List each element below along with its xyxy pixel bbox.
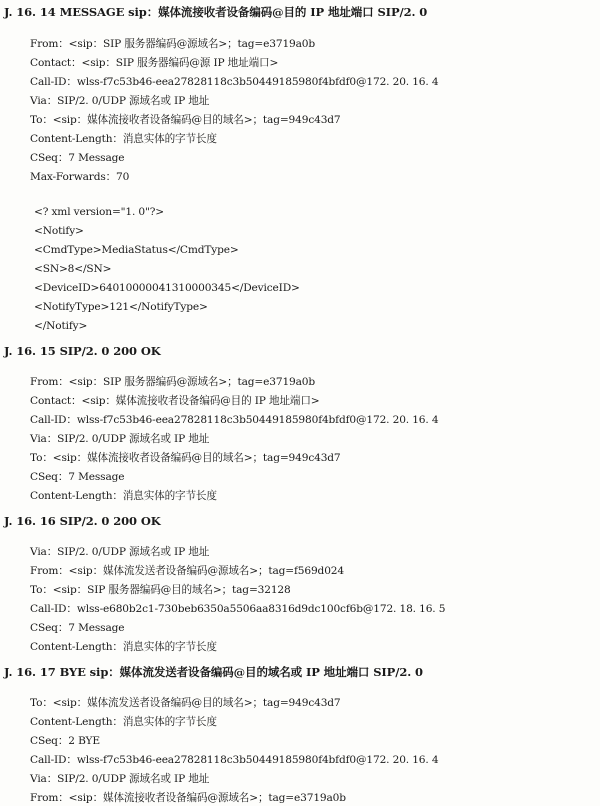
header-cseq: CSeq：2 BYE: [30, 735, 100, 747]
xml-cmdtype: <CmdType>MediaStatus</CmdType>: [34, 244, 239, 256]
header-call-id: Call-ID：wlss-e680b2c1-730beb6350a5506aa8316d9dc100cf6b@172. 18. 16. 5: [30, 603, 446, 615]
header-to: To：<sip：媒体流发送者设备编码@目的域名>；tag=949c43d7: [30, 697, 341, 709]
section-heading-j16-14: J. 16. 14 MESSAGE sip：媒体流接收者设备编码@目的 IP 地址端口 SIP/2. 0: [4, 5, 428, 19]
header-from: From：<sip：SIP 服务器编码@源域名>；tag=e3719a0b: [30, 376, 316, 388]
header-cseq: CSeq：7 Message: [30, 152, 125, 164]
section-heading-j16-16: J. 16. 16 SIP/2. 0 200 OK: [4, 514, 161, 528]
header-via: Via：SIP/2. 0/UDP 源域名或 IP 地址: [30, 546, 210, 558]
header-contact: Contact：<sip：SIP 服务器编码@源 IP 地址端口>: [30, 57, 279, 69]
header-to: To：<sip：媒体流接收者设备编码@目的域名>；tag=949c43d7: [30, 452, 341, 464]
header-from: From：<sip：媒体流发送者设备编码@源域名>；tag=f569d024: [30, 565, 344, 577]
header-to: To：<sip：SIP 服务器编码@目的域名>；tag=32128: [30, 584, 291, 596]
header-via: Via：SIP/2. 0/UDP 源域名或 IP 地址: [30, 95, 210, 107]
header-contact: Contact：<sip：媒体流接收者设备编码@目的 IP 地址端口>: [30, 395, 320, 407]
xml-deviceid: <DeviceID>64010000041310000345</DeviceID>: [34, 282, 300, 294]
header-call-id: Call-ID：wlss-f7c53b46-eea27828118c3b50449185980f4bfdf0@172. 20. 16. 4: [30, 754, 439, 766]
header-cseq: CSeq：7 Message: [30, 622, 125, 634]
header-via: Via：SIP/2. 0/UDP 源域名或 IP 地址: [30, 433, 210, 445]
header-max-forwards: Max-Forwards：70: [30, 171, 130, 183]
xml-declaration: <? xml version="1. 0"?>: [34, 206, 164, 218]
xml-notify-close: </Notify>: [34, 320, 88, 332]
header-via: Via：SIP/2. 0/UDP 源域名或 IP 地址: [30, 773, 210, 785]
header-from: From：<sip：媒体流接收者设备编码@源域名>；tag=e3719a0b: [30, 792, 346, 804]
header-content-length: Content-Length：消息实体的字节长度: [30, 490, 217, 502]
header-content-length: Content-Length：消息实体的字节长度: [30, 716, 217, 728]
header-from: From：<sip：SIP 服务器编码@源域名>；tag=e3719a0b: [30, 38, 316, 50]
header-call-id: Call-ID：wlss-f7c53b46-eea27828118c3b50449185980f4bfdf0@172. 20. 16. 4: [30, 414, 439, 426]
xml-notifytype: <NotifyType>121</NotifyType>: [34, 301, 208, 313]
header-cseq: CSeq：7 Message: [30, 471, 125, 483]
header-content-length: Content-Length：消息实体的字节长度: [30, 133, 217, 145]
header-to: To：<sip：媒体流接收者设备编码@目的域名>；tag=949c43d7: [30, 114, 341, 126]
xml-sn: <SN>8</SN>: [34, 263, 112, 275]
header-content-length: Content-Length：消息实体的字节长度: [30, 641, 217, 653]
section-heading-j16-17: J. 16. 17 BYE sip：媒体流发送者设备编码@目的域名或 IP 地址端口 SIP/2. 0: [4, 665, 423, 679]
section-heading-j16-15: J. 16. 15 SIP/2. 0 200 OK: [4, 344, 161, 358]
header-call-id: Call-ID：wlss-f7c53b46-eea27828118c3b50449185980f4bfdf0@172. 20. 16. 4: [30, 76, 439, 88]
xml-notify-open: <Notify>: [34, 225, 84, 237]
